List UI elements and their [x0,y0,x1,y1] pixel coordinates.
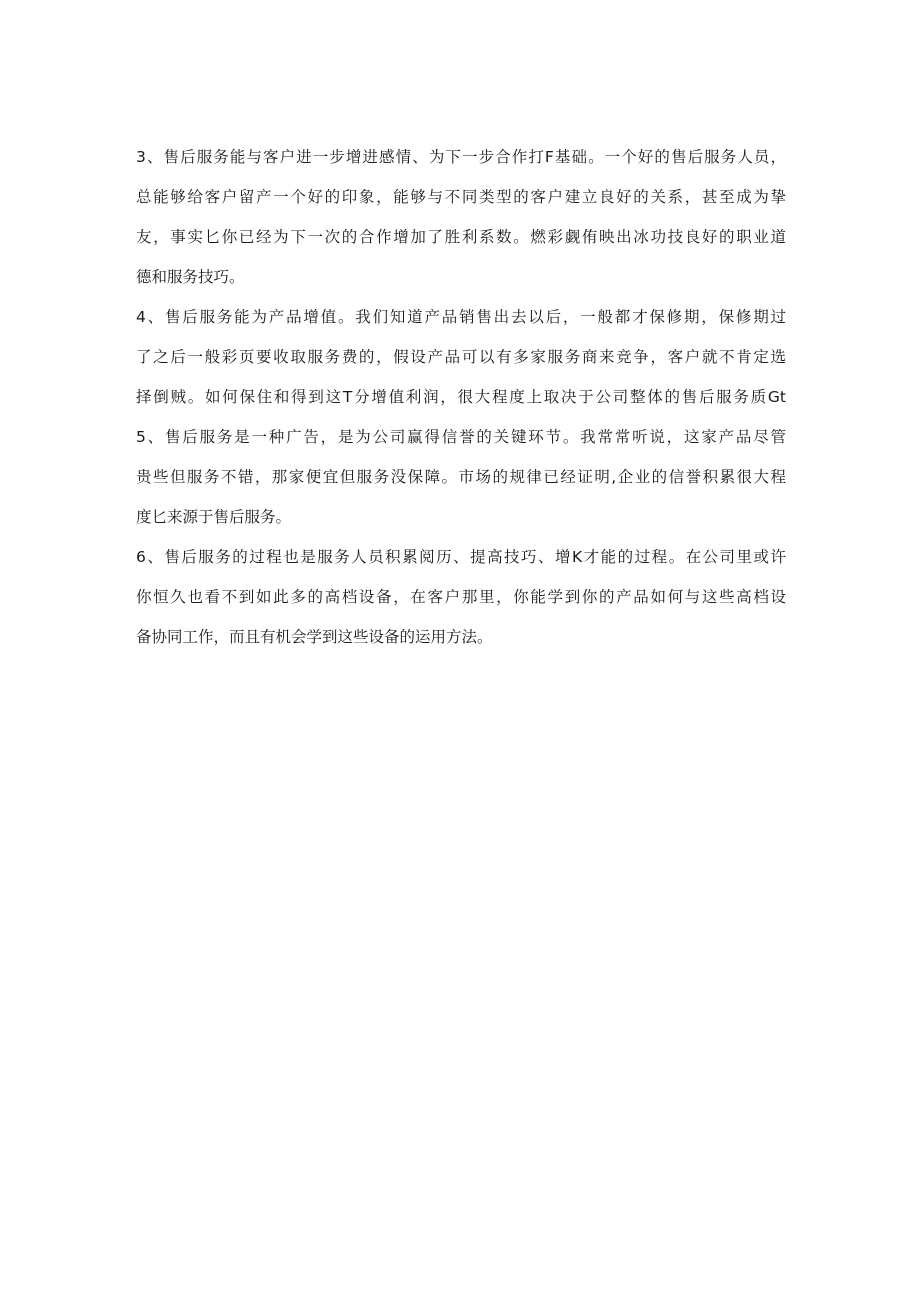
paragraph-line: 友，事实匕你已经为下一次的合作增加了胜利系数。燃彩觑侑映出冰功技良好的职业道 [136,228,786,246]
paragraph-line: 5、售后服务是一种广告，是为公司赢得信誉的关键环节。我常常听说，这家产品尽管 [136,428,786,446]
paragraph-4 [136,297,786,417]
paragraph-line: 6、售后服务的过程也是服务人员积累阅历、提高技巧、增K才能的过程。在公司里或许 [136,548,786,566]
paragraph-line: 4、售后服务能为产品增值。我们知道产品销售出去以后，一般都才保修期，保修期过 [136,308,786,326]
paragraph-line: 择倒贼。如何保住和得到这T分增值利润，很大程度上取决于公司整体的售后服务质Gt [136,388,786,406]
paragraph-line: 你恒久也看不到如此多的高档设备，在客户那里，你能学到你的产品如何与这些高档设 [136,588,786,606]
paragraph-line: 总能够给客户留产一个好的印象，能够与不同类型的客户建立良好的关系，甚至成为挚 [136,188,786,206]
paragraph-line: 了之后一般彩页要收取服务费的，假设产品可以有多家服务商来竞争，客户就不肯定选 [136,348,786,366]
paragraph-line: 贵些但服务不错，那家便宜但服务没保障。市场的规律已经证明,企业的信誉积累很大程 [136,468,786,486]
paragraph-6 [136,537,786,657]
paragraph-line: 度匕来源于售后服务。 [136,508,292,526]
paragraph-line: 德和服务技巧。 [136,268,245,286]
paragraph-5 [136,417,786,537]
document-body [136,137,786,657]
paragraph-line: 3、售后服务能与客户进一步增进感情、为下一步合作打F基础。一个好的售后服务人员， [136,148,786,166]
paragraph-3 [136,137,786,297]
paragraph-line: 备协同工作，而且有机会学到这些设备的运用方法。 [136,628,493,646]
